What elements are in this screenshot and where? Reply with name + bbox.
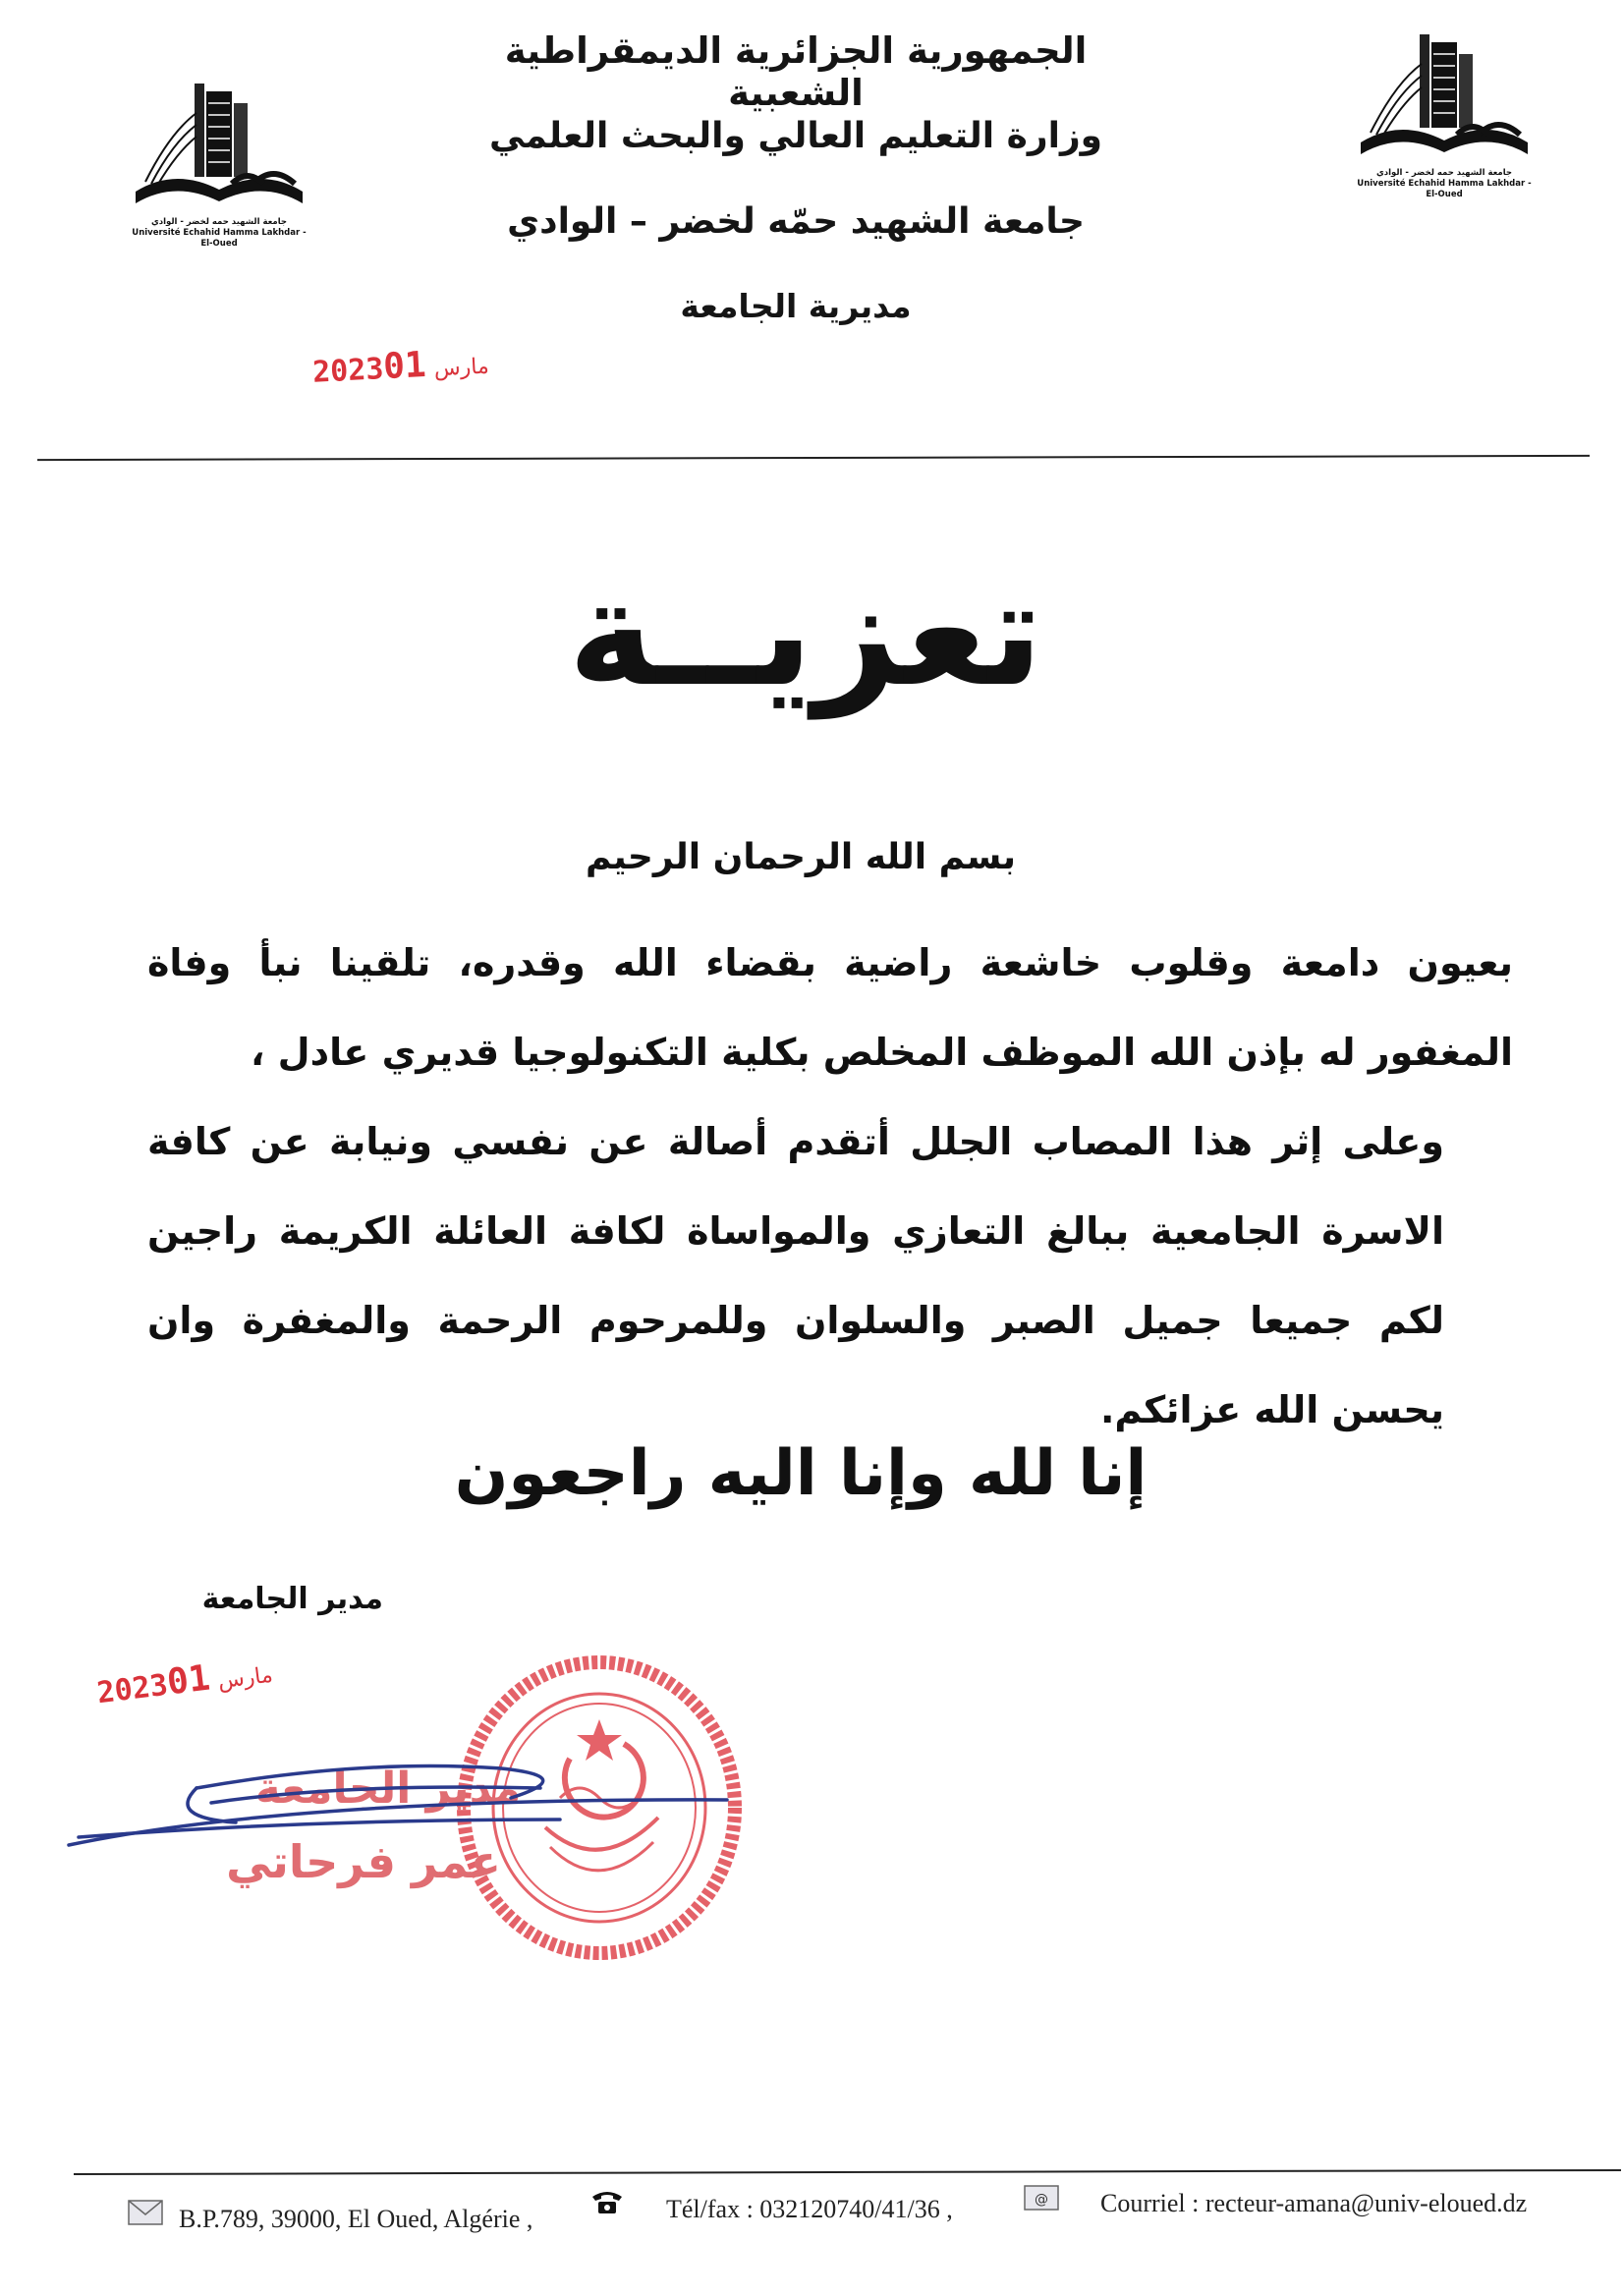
body-paragraph-2: وعلى إثر هذا المصاب الجلل أتقدم أصالة عن نفسي ونيابة عن كافة الاسرة الجامعية ببالغ التعازي والمواساة لكافة العائلة الكريمة راجين لكم جميعا جميل الصبر والسلوان وللمرحوم الرحمة والمغفرة وان يحسن الله عزائكم. <box>147 1120 1444 1431</box>
svg-text:@: @ <box>1035 2192 1048 2208</box>
date-day: 01 <box>164 1657 212 1704</box>
body-paragraph-1: بعيون دامعة وقلوب خاشعة راضية بقضاء الله وقدره، تلقينا نبأ وفاة المغفور له بإذن الله الموظف المخلص بكلية التكنولوجيا قديري عادل ، <box>147 941 1513 1074</box>
email-icon <box>1024 2183 1059 2212</box>
logo-caption-fr: Université Echahid Hamma Lakhdar - El-Oued <box>1357 179 1532 199</box>
basmala: بسم الله الرحمان الرحيم <box>585 837 1017 877</box>
condolence-body <box>147 919 1513 1455</box>
date-stamp-bottom <box>94 1650 282 1712</box>
signature-stamp-title: مدير الجامعة <box>254 1764 522 1814</box>
date-month: مارس <box>216 1662 275 1695</box>
telephone-icon <box>589 2187 625 2216</box>
closing-verse: إنا لله وإنا اليه راجعون <box>454 1437 1148 1510</box>
date-stamp-top <box>311 341 497 391</box>
footer-contact <box>128 2189 1572 2233</box>
header-directorate: مديرية الجامعة <box>680 287 912 325</box>
footer-divider <box>74 2169 1621 2175</box>
date-year: 2023 <box>311 352 385 390</box>
signature-stamp-name: عمر فرحاتي <box>226 1835 501 1888</box>
date-day: 01 <box>382 344 427 388</box>
logo-caption-ar: جامعة الشهيد حمه لخضر - الوادي <box>150 217 288 227</box>
university-logo-right <box>1351 25 1538 200</box>
university-logo-left <box>126 74 312 250</box>
handwritten-signature <box>49 1729 737 1867</box>
header-university: جامعة الشهيد حمّه لخضر – الوادي <box>507 201 1085 242</box>
footer-phone: Tél/fax : 032120740/41/36 , <box>666 2195 953 2223</box>
header-republic: الجمهورية الجزائرية الديمقراطية الشعبية <box>504 29 1088 114</box>
date-month: مارس <box>433 354 490 382</box>
logo-caption-ar: جامعة الشهيد حمه لخضر - الوادي <box>1375 168 1513 178</box>
header-ministry: وزارة التعليم العالي والبحث العلمي <box>488 116 1103 156</box>
envelope-icon <box>128 2199 163 2228</box>
document-title: تعزيــة <box>567 548 1044 719</box>
logo-caption-fr: Université Echahid Hamma Lakhdar - El-Oued <box>132 228 307 249</box>
signatory-title: مدير الجامعة <box>201 1582 383 1616</box>
footer-address: B.P.789, 39000, El Oued, Algérie , <box>179 2205 533 2233</box>
university-building-logo <box>126 74 312 231</box>
date-year: 2023 <box>94 1667 170 1711</box>
university-building-logo <box>1351 25 1538 182</box>
header-divider <box>37 455 1590 461</box>
footer-email: Courriel : recteur-amana@univ-eloued.dz <box>1100 2189 1528 2217</box>
